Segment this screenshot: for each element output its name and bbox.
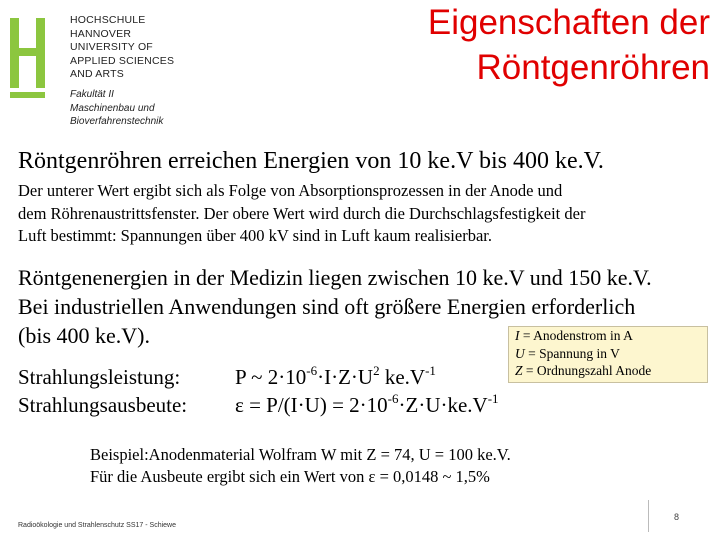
- slide-title: [428, 0, 710, 90]
- power-label: Strahlungsleistung:: [18, 365, 181, 389]
- title-line-1: Eigenschaften der: [427, 3, 710, 42]
- faculty-name: Fakultät II Maschinenbau und Bioverfahrenstechnik: [70, 89, 164, 127]
- detail-paragraph: Der unterer Wert ergibt sich als Folge von Absorptionsprozessen in der Anode und dem Röhrenaustrittsfenster. Der obere Wert wird durch die Durchschlagsfestigkeit der Luft bestimmt: Spannungen über 400 kV sind in Luft kaum realisierbar.: [18, 181, 586, 245]
- university-logo-icon: [6, 10, 56, 100]
- yield-label: Strahlungsausbeute:: [18, 393, 188, 417]
- example-block: Beispiel:Anodenmaterial Wolfram W mit Z = 74, U = 100 ke.V. Für die Ausbeute ergibt sich ein Wert von ε = 0,0148 ~ 1,5%: [90, 445, 511, 486]
- university-name: HOCHSCHULE HANNOVER UNIVERSITY OF APPLIED SCIENCES AND ARTS: [70, 14, 175, 80]
- variable-legend: I = Anodenstrom in A U = Spannung in V Z = Ordnungszahl Anode: [508, 326, 708, 383]
- intro-text: Röntgenröhren erreichen Energien von 10 ke.V bis 400 ke.V.: [18, 148, 604, 174]
- medical-paragraph: Röntgenenergien in der Medizin liegen zwischen 10 ke.V und 150 ke.V. Bei industriellen Anwendungen sind oft größere Energien erforderlich (bis 400 ke.V).: [18, 265, 652, 348]
- power-formula: P ~ $2\cdot 10^{-6}\cdot I\cdot Z\cdot U^2$ $ke.V^{-1}$: [235, 363, 436, 389]
- page-divider: [648, 500, 649, 532]
- page-number: 8: [674, 512, 680, 522]
- title-line-2: Röntgenröhren: [476, 48, 710, 87]
- footer-text: Radioökologie und Strahlenschutz SS17 - Schiewe: [18, 522, 176, 529]
- yield-formula: $\varepsilon = P/(I\cdot U) = 2\cdot 10^{-6}\cdot Z\cdot U\cdot ke.V^{-1}$: [235, 391, 499, 417]
